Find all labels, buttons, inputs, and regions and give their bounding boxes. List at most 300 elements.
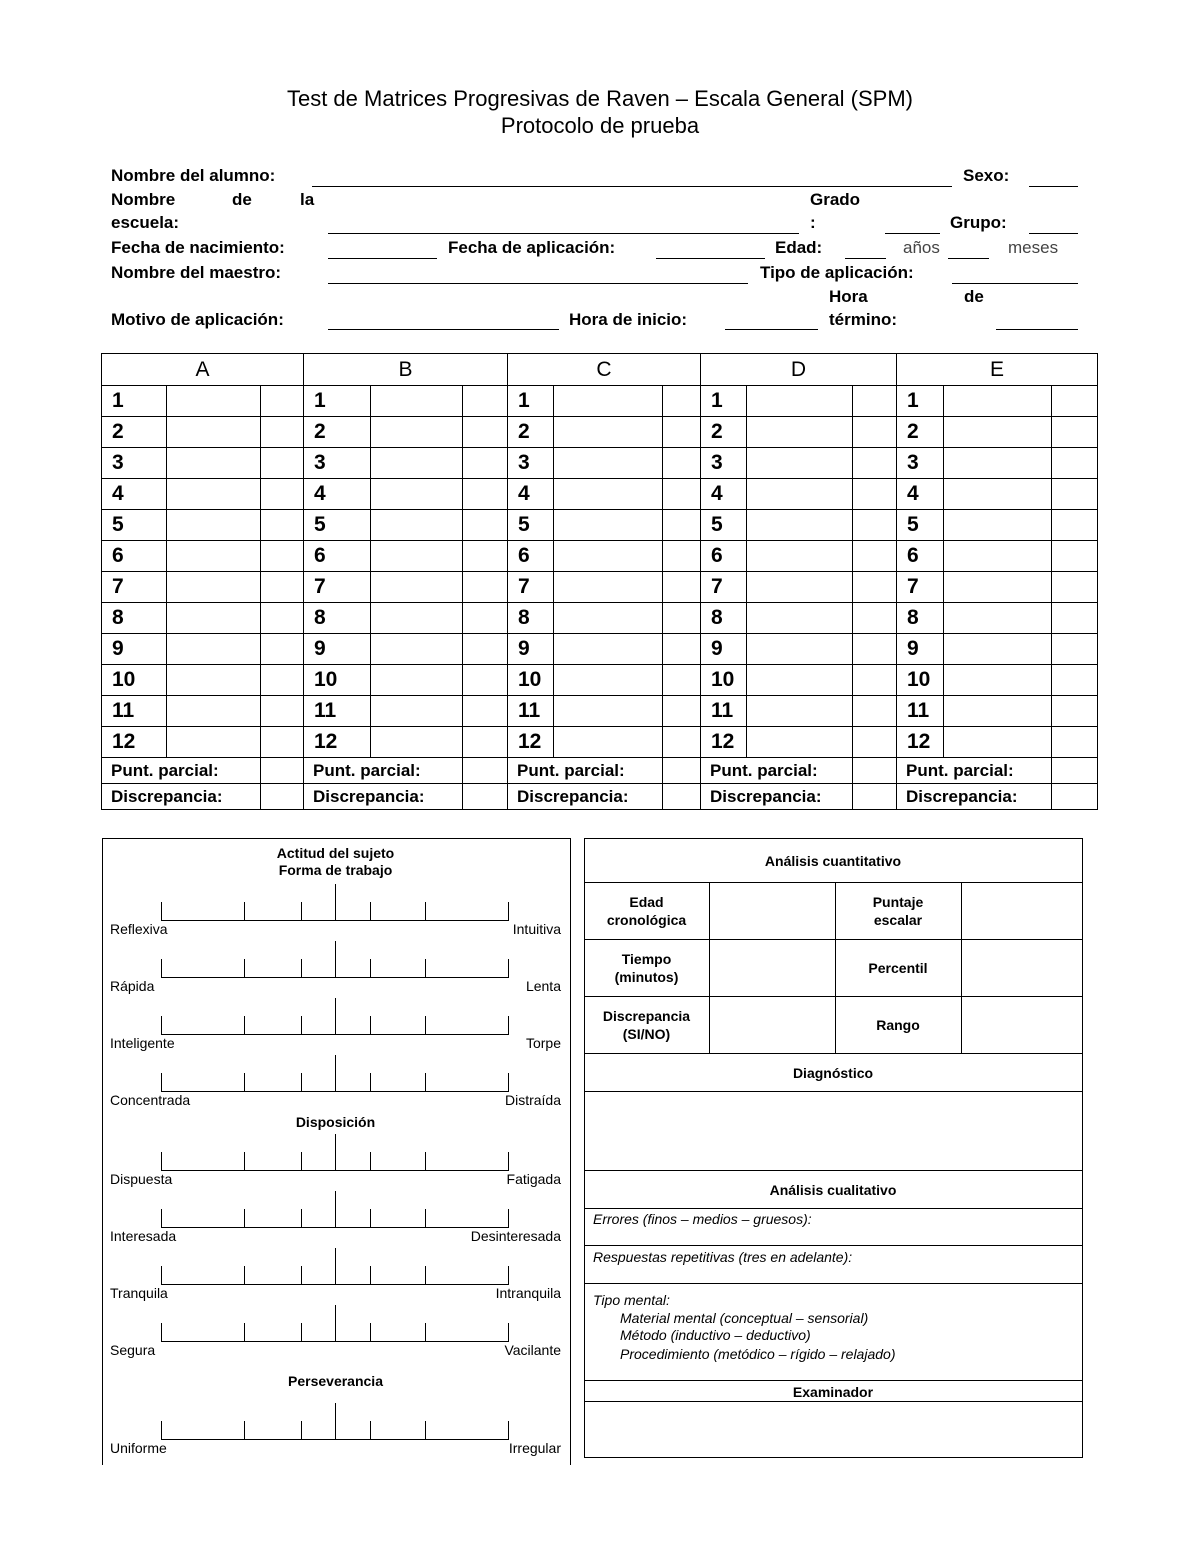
application-date-field[interactable] [656,258,765,259]
table-row [102,541,1098,572]
answer-cell[interactable] [944,386,1052,417]
answer-cell[interactable] [371,696,463,727]
table-row [102,510,1098,541]
answer-cell[interactable] [371,386,463,417]
answer-cell[interactable] [371,541,463,572]
score-cell[interactable] [663,479,701,510]
answer-cell[interactable] [371,417,463,448]
score-cell[interactable] [853,665,897,696]
scale-tick[interactable] [161,1073,162,1091]
answer-cell[interactable] [167,417,261,448]
answer-cell[interactable] [554,572,663,603]
scale-left-label: Segura [110,1342,156,1358]
school-label-3: la [300,190,315,209]
item-number: 4 [897,479,944,510]
repeated-answers-label: Respuestas repetitivas (tres en adelante): [593,1249,853,1265]
scale-tick[interactable] [370,959,371,977]
scale-tick[interactable] [335,884,336,920]
score-cell[interactable] [1052,510,1098,541]
answer-cell[interactable] [167,386,261,417]
start-time-label: Hora de inicio: [569,310,688,329]
answer-cell[interactable] [554,634,663,665]
score-cell[interactable] [261,510,304,541]
score-cell[interactable] [853,541,897,572]
item-number: 11 [102,696,167,727]
scale-tick[interactable] [301,1323,302,1341]
item-number: 5 [102,510,167,541]
item-number: 8 [897,603,944,634]
score-cell[interactable] [1052,665,1098,696]
scale-right-label: Torpe [525,1035,561,1051]
score-cell[interactable] [463,727,508,758]
score-cell[interactable] [663,572,701,603]
section-header-e: E [897,354,1098,386]
scale-right-label: Intranquila [495,1285,561,1301]
item-number: 3 [102,448,167,479]
answer-cell[interactable] [554,727,663,758]
grade-field[interactable] [885,233,940,234]
answer-cell[interactable] [747,510,853,541]
answer-cell[interactable] [944,727,1052,758]
scale-tick[interactable] [244,959,245,977]
scale-tick[interactable] [301,1016,302,1034]
discrepancy-cell[interactable] [261,784,304,810]
section-header-d: D [701,354,897,386]
scale-tick[interactable] [161,902,162,920]
score-cell[interactable] [1052,386,1098,417]
scale-tick[interactable] [244,1016,245,1034]
scale-tick[interactable] [370,1323,371,1341]
answer-cell[interactable] [747,634,853,665]
answer-cell[interactable] [944,634,1052,665]
score-cell[interactable] [663,417,701,448]
scale-tick[interactable] [244,1421,245,1439]
scale-tick[interactable] [301,959,302,977]
scale-tick[interactable] [425,1209,426,1227]
answer-cell[interactable] [747,541,853,572]
attitude-heading: Actitud del sujeto [276,845,395,861]
end-time-label-1: Hora [829,287,868,306]
score-cell[interactable] [853,386,897,417]
scale-tick[interactable] [335,941,336,977]
scale-tick[interactable] [301,1073,302,1091]
scale-tick[interactable] [335,1134,336,1170]
answer-cell[interactable] [167,603,261,634]
item-number: 11 [304,696,371,727]
school-name-field[interactable] [328,233,799,234]
answer-cell[interactable] [747,603,853,634]
answer-cell[interactable] [554,448,663,479]
answer-cell[interactable] [944,417,1052,448]
item-number: 12 [897,727,944,758]
item-number: 1 [508,386,554,417]
scale-tick[interactable] [508,902,509,920]
scale-tick[interactable] [508,959,509,977]
score-cell[interactable] [261,541,304,572]
partial-score-cell[interactable] [663,758,701,784]
score-cell[interactable] [261,696,304,727]
answer-cell[interactable] [371,448,463,479]
score-cell[interactable] [663,386,701,417]
score-cell[interactable] [261,727,304,758]
score-cell[interactable] [663,634,701,665]
answer-cell[interactable] [944,510,1052,541]
scale-tick[interactable] [244,1209,245,1227]
item-number: 8 [508,603,554,634]
scale-tick[interactable] [508,1266,509,1284]
partial-score-label: Punt. parcial: [508,758,663,784]
scale-tick[interactable] [425,1073,426,1091]
scale-tick[interactable] [301,1421,302,1439]
range-label: Rango [876,1017,920,1033]
scale-tick[interactable] [161,1209,162,1227]
item-number: 1 [102,386,167,417]
score-cell[interactable] [1052,541,1098,572]
item-number: 1 [701,386,747,417]
answer-cell[interactable] [554,603,663,634]
student-name-field[interactable] [312,186,952,187]
group-label: Grupo: [950,213,1007,232]
scale-tick[interactable] [425,1152,426,1170]
table-row [102,448,1098,479]
score-cell[interactable] [463,541,508,572]
answer-cell[interactable] [554,665,663,696]
scale-tick[interactable] [508,1152,509,1170]
item-number: 4 [102,479,167,510]
disposition-heading: Disposición [295,1114,376,1130]
partial-score-label: Punt. parcial: [897,758,1052,784]
score-cell[interactable] [853,572,897,603]
application-date-label: Fecha de aplicación: [448,238,616,257]
scale-tick[interactable] [508,1323,509,1341]
item-number: 7 [508,572,554,603]
discrepancy-cell[interactable] [1052,784,1098,810]
scale-left-label: Concentrada [110,1092,191,1108]
score-cell[interactable] [663,603,701,634]
score-cell[interactable] [663,510,701,541]
scale-tick[interactable] [301,1152,302,1170]
answer-cell[interactable] [747,479,853,510]
answer-cell[interactable] [371,727,463,758]
sex-field[interactable] [1029,186,1078,187]
table-row [102,634,1098,665]
discrepancy-label: Discrepancia: [897,784,1052,810]
item-number: 12 [701,727,747,758]
scale-tick[interactable] [301,1209,302,1227]
answer-cell[interactable] [371,634,463,665]
start-time-field[interactable] [725,329,818,330]
scale-tick[interactable] [335,1191,336,1227]
time-label-2: (minutos) [614,969,679,985]
answer-cell[interactable] [167,541,261,572]
item-number: 2 [304,417,371,448]
score-cell[interactable] [261,572,304,603]
discrepancy-cell[interactable] [853,784,897,810]
score-cell[interactable] [853,417,897,448]
table-row [102,727,1098,758]
item-number: 7 [304,572,371,603]
answer-cell[interactable] [167,479,261,510]
answer-cell[interactable] [167,572,261,603]
score-cell[interactable] [1052,417,1098,448]
teacher-label: Nombre del maestro: [111,263,282,282]
answer-cell[interactable] [167,634,261,665]
item-number: 1 [304,386,371,417]
end-time-field[interactable] [996,329,1078,330]
table-row [102,603,1098,634]
scale-tick[interactable] [425,902,426,920]
score-cell[interactable] [261,417,304,448]
item-number: 11 [701,696,747,727]
answer-cell[interactable] [747,448,853,479]
discrepancy-cell[interactable] [463,784,508,810]
score-cell[interactable] [463,510,508,541]
teacher-field[interactable] [328,283,748,284]
sex-label: Sexo: [963,166,1010,185]
scale-tick[interactable] [335,1403,336,1439]
scale-tick[interactable] [244,1266,245,1284]
scale-left-label: Dispuesta [110,1171,173,1187]
scale-tick[interactable] [425,959,426,977]
scale-tick[interactable] [161,1266,162,1284]
item-number: 2 [508,417,554,448]
score-cell[interactable] [853,634,897,665]
item-number: 5 [897,510,944,541]
answer-cell[interactable] [944,479,1052,510]
answer-cell[interactable] [167,510,261,541]
score-cell[interactable] [261,479,304,510]
scale-tick[interactable] [370,1152,371,1170]
score-cell[interactable] [1052,572,1098,603]
answer-cell[interactable] [944,603,1052,634]
score-cell[interactable] [463,417,508,448]
score-cell[interactable] [261,448,304,479]
application-type-label: Tipo de aplicación: [760,263,914,282]
answer-cell[interactable] [371,603,463,634]
item-number: 9 [897,634,944,665]
scale-tick[interactable] [301,1266,302,1284]
item-number: 10 [897,665,944,696]
score-cell[interactable] [463,696,508,727]
page-subtitle: Protocolo de prueba [500,113,700,138]
answer-cell[interactable] [167,696,261,727]
age-cell-label-1: Edad [629,894,664,910]
scale-tick[interactable] [244,902,245,920]
partial-score-cell[interactable] [463,758,508,784]
end-time-label-2: de [964,287,984,306]
answer-cell[interactable] [747,696,853,727]
score-cell[interactable] [663,448,701,479]
score-cell[interactable] [663,727,701,758]
age-label: Edad: [775,238,823,257]
score-cell[interactable] [1052,479,1098,510]
answer-cell[interactable] [944,665,1052,696]
score-cell[interactable] [261,665,304,696]
scale-tick[interactable] [370,1209,371,1227]
answer-cell[interactable] [944,448,1052,479]
scale-tick[interactable] [508,1209,509,1227]
score-cell[interactable] [1052,603,1098,634]
answer-cell[interactable] [371,572,463,603]
months-label: meses [1008,238,1059,257]
answer-cell[interactable] [371,665,463,696]
scale-tick[interactable] [508,1016,509,1034]
table-row [102,386,1098,417]
scale-tick[interactable] [425,1421,426,1439]
answer-cell[interactable] [554,479,663,510]
scale-tick[interactable] [161,1421,162,1439]
answer-cell[interactable] [554,510,663,541]
answer-cell[interactable] [554,696,663,727]
reason-field[interactable] [328,329,559,330]
answer-cell[interactable] [554,541,663,572]
scale-tick[interactable] [335,1248,336,1284]
scale-tick[interactable] [425,1016,426,1034]
partial-score-label: Punt. parcial: [701,758,853,784]
age-years-field[interactable] [845,258,886,259]
birth-date-field[interactable] [328,258,437,259]
scale-tick[interactable] [161,959,162,977]
score-cell[interactable] [463,448,508,479]
item-number: 5 [508,510,554,541]
score-cell[interactable] [463,386,508,417]
score-cell[interactable] [853,727,897,758]
score-cell[interactable] [1052,448,1098,479]
answer-cell[interactable] [167,727,261,758]
discrepancy-label: Discrepancia: [508,784,663,810]
answer-cell[interactable] [554,417,663,448]
time-label-1: Tiempo [621,951,672,967]
answer-cell[interactable] [944,541,1052,572]
table-row [102,665,1098,696]
grade-label-2: : [810,213,816,232]
partial-score-cell[interactable] [261,758,304,784]
answer-cell[interactable] [747,727,853,758]
score-cell[interactable] [463,603,508,634]
discrepancy-label-1: Discrepancia [602,1008,691,1024]
grid-header-row [102,354,1098,386]
score-cell[interactable] [663,541,701,572]
scale-tick[interactable] [425,1323,426,1341]
answer-cell[interactable] [371,479,463,510]
score-cell[interactable] [1052,696,1098,727]
item-number: 9 [102,634,167,665]
score-cell[interactable] [463,479,508,510]
score-cell[interactable] [261,603,304,634]
scale-tick[interactable] [370,1266,371,1284]
scale-tick[interactable] [335,1055,336,1091]
item-number: 6 [102,541,167,572]
scale-right-label: Intuitiva [512,921,561,937]
item-number: 9 [508,634,554,665]
discrepancy-label-2: (SI/NO) [622,1026,671,1042]
answer-cell[interactable] [944,572,1052,603]
scale-tick[interactable] [244,1073,245,1091]
item-number: 3 [304,448,371,479]
answer-cell[interactable] [747,665,853,696]
scale-tick[interactable] [161,1016,162,1034]
section-header-a: A [102,354,304,386]
answer-cell[interactable] [167,665,261,696]
answer-cell[interactable] [747,417,853,448]
item-number: 4 [304,479,371,510]
scale-tick[interactable] [161,1323,162,1341]
item-number: 11 [897,696,944,727]
scale-tick[interactable] [335,998,336,1034]
scale-tick[interactable] [301,902,302,920]
score-cell[interactable] [1052,727,1098,758]
score-cell[interactable] [853,479,897,510]
discrepancy-cell[interactable] [663,784,701,810]
group-field[interactable] [1029,233,1078,234]
answer-cell[interactable] [747,386,853,417]
score-cell[interactable] [663,665,701,696]
scale-tick[interactable] [244,1152,245,1170]
score-cell[interactable] [463,572,508,603]
age-months-field[interactable] [948,258,989,259]
scale-tick[interactable] [161,1152,162,1170]
scale-tick[interactable] [244,1323,245,1341]
score-cell[interactable] [261,386,304,417]
partial-score-cell[interactable] [1052,758,1098,784]
score-cell[interactable] [853,696,897,727]
page-title: Test de Matrices Progresivas de Raven – Escala General (SPM) [286,86,914,111]
procedure-label: Procedimiento (metódico – rígido – relajado) [620,1346,896,1362]
score-cell[interactable] [663,696,701,727]
score-cell[interactable] [463,634,508,665]
mental-type-label: Tipo mental: [593,1292,670,1308]
item-number: 11 [508,696,554,727]
scale-right-label: Irregular [508,1440,561,1456]
scale-tick[interactable] [508,1421,509,1439]
answer-cell[interactable] [747,572,853,603]
item-number: 8 [102,603,167,634]
scale-right-label: Distraída [504,1092,561,1108]
item-number: 8 [304,603,371,634]
scale-tick[interactable] [370,1073,371,1091]
scale-left-label: Uniforme [110,1440,167,1456]
scale-tick[interactable] [370,1421,371,1439]
answer-cell[interactable] [944,696,1052,727]
score-cell[interactable] [853,448,897,479]
answer-cell[interactable] [554,386,663,417]
score-cell[interactable] [853,510,897,541]
score-cell[interactable] [261,634,304,665]
scale-tick[interactable] [335,1305,336,1341]
scale-tick[interactable] [370,902,371,920]
errors-label: Errores (finos – medios – gruesos): [593,1211,812,1227]
scale-tick[interactable] [370,1016,371,1034]
scale-right-label: Lenta [525,978,561,994]
item-number: 6 [508,541,554,572]
application-type-field[interactable] [952,283,1078,284]
score-cell[interactable] [463,665,508,696]
answer-cell[interactable] [167,448,261,479]
scale-tick[interactable] [425,1266,426,1284]
years-label: años [903,238,940,257]
scale-left-label: Inteligente [110,1035,175,1051]
age-cell-label-2: cronológica [606,912,687,928]
item-number: 3 [508,448,554,479]
section-header-b: B [304,354,508,386]
partial-score-cell[interactable] [853,758,897,784]
mental-material-label: Material mental (conceptual – sensorial) [620,1310,869,1326]
answer-cell[interactable] [371,510,463,541]
scale-left-label: Interesada [110,1228,177,1244]
score-cell[interactable] [1052,634,1098,665]
scale-tick[interactable] [508,1073,509,1091]
score-cell[interactable] [853,603,897,634]
